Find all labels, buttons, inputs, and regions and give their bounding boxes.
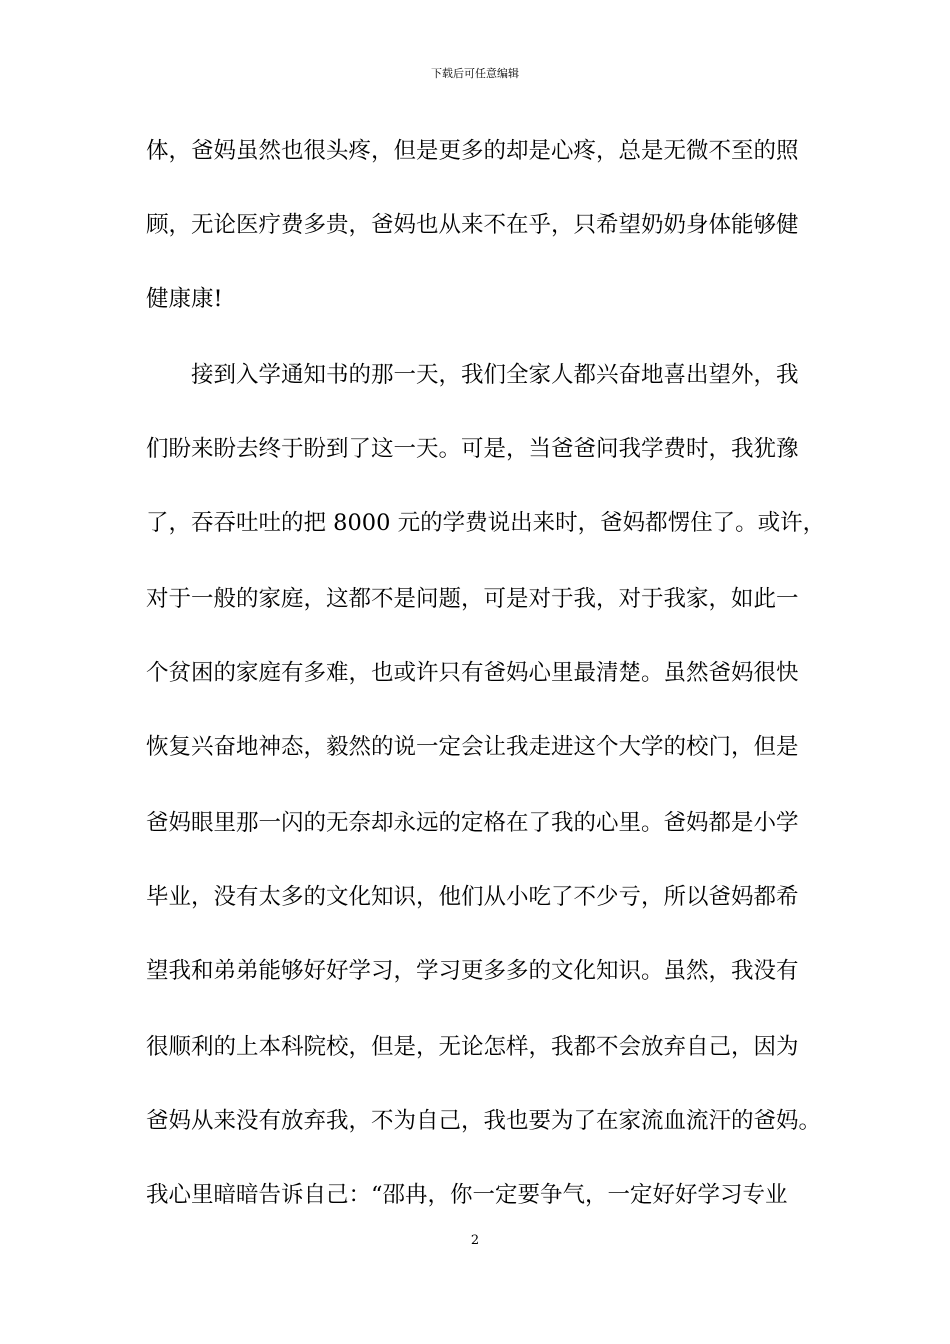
text-line: 个贫困的家庭有多难，也或许只有爸妈心里最清楚。虽然爸妈很快	[146, 660, 799, 686]
text-line: 很顺利的上本科院校，但是，无论怎样，我都不会放弃自己，因为	[146, 1034, 799, 1060]
text-line: 对于一般的家庭，这都不是问题，可是对于我，对于我家，如此一	[146, 586, 799, 612]
text-line: 我心里暗暗告诉自己：“邵冉，你一定要争气，一定好好学习专业	[146, 1182, 788, 1208]
text-line: 毕业，没有太多的文化知识，他们从小吃了不少亏，所以爸妈都希	[146, 884, 799, 910]
text-line: 了，吞吞吐吐的把 8000 元的学费说出来时，爸妈都愣住了。或许，	[146, 510, 826, 536]
text-line: 体，爸妈虽然也很头疼，但是更多的却是心疼，总是无微不至的照	[146, 138, 799, 164]
paragraph-first-line: 接到入学通知书的那一天，我们全家人都兴奋地喜出望外，我	[191, 362, 799, 388]
text-line: 恢复兴奋地神态，毅然的说一定会让我走进这个大学的校门，但是	[146, 734, 799, 760]
text-line: 顾，无论医疗费多贵，爸妈也从来不在乎，只希望奶奶身体能够健	[146, 212, 799, 238]
page-header: 下载后可任意编辑	[431, 67, 519, 80]
page-number: 2	[470, 1233, 480, 1248]
text-line: 爸妈眼里那一闪的无奈却永远的定格在了我的心里。爸妈都是小学	[146, 810, 799, 836]
text-line: 望我和弟弟能够好好学习，学习更多多的文化知识。虽然，我没有	[146, 958, 799, 984]
text-line: 爸妈从来没有放弃我，不为自己，我也要为了在家流血流汗的爸妈。	[146, 1108, 822, 1134]
text-line: 健康康!	[146, 286, 223, 312]
text-line: 们盼来盼去终于盼到了这一天。可是，当爸爸问我学费时，我犹豫	[146, 436, 799, 462]
